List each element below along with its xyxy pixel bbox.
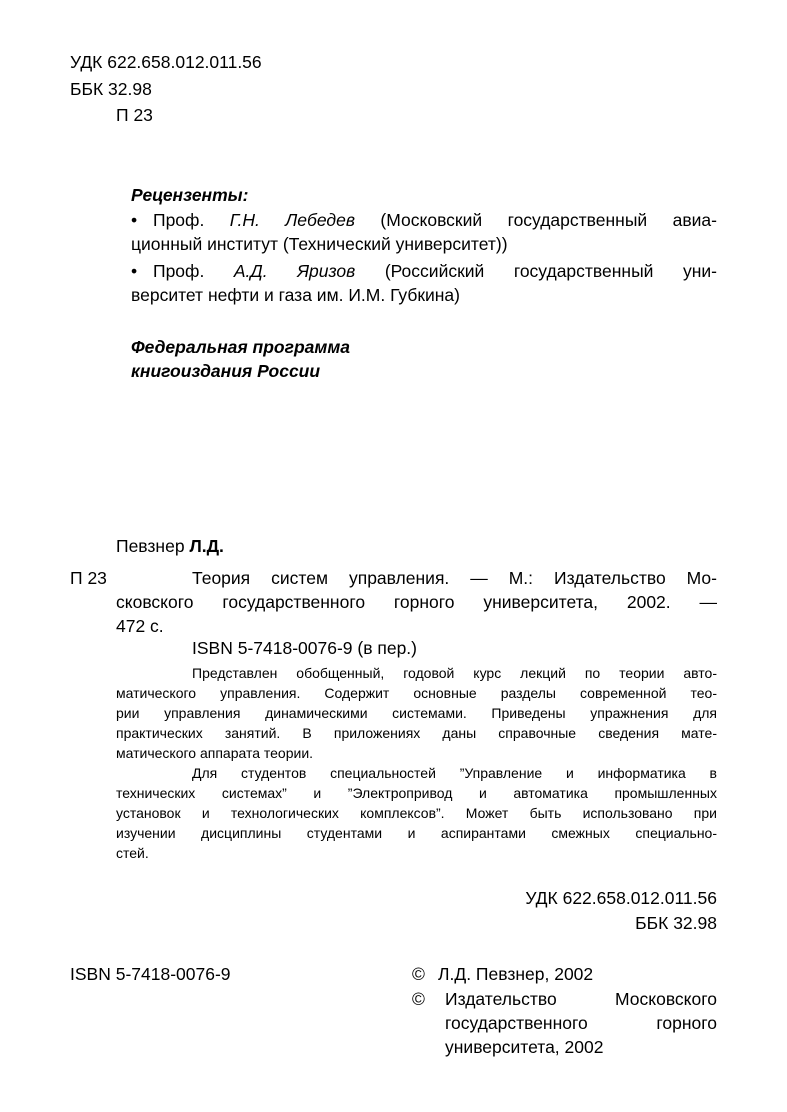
catalog-author bbox=[116, 534, 224, 558]
catalog-author-initials: Л.Д. bbox=[189, 536, 224, 556]
reviewer-name: Г.Н. Лебедев bbox=[229, 210, 355, 230]
abstract-line: изучении дисциплины студентами и аспирантами смежных специально- bbox=[116, 825, 717, 841]
abstract-line: матического управления. Содержит основные разделы современной тео- bbox=[116, 685, 717, 701]
copyright-icon: © bbox=[412, 964, 425, 984]
reviewers-heading: Рецензенты: bbox=[131, 185, 249, 205]
catalog-title-block bbox=[116, 566, 717, 638]
bullet-icon: • bbox=[131, 210, 138, 230]
reviewer-line bbox=[153, 259, 717, 283]
udk-code: УДК 622.658.012.011.56 bbox=[70, 52, 262, 72]
reviewer-affiliation: (Российский государственный уни- bbox=[384, 261, 717, 281]
copyright-publisher-line: Издательство Московского bbox=[445, 989, 717, 1009]
reviewer-title: Проф. bbox=[153, 261, 205, 281]
bbk-code: ББК 32.98 bbox=[70, 79, 152, 99]
catalog-mark: П 23 bbox=[70, 568, 107, 588]
abstract-line: установок и технологических комплексов”. Может быть использовано при bbox=[116, 805, 717, 821]
reviewer-entry bbox=[131, 208, 717, 256]
footer-isbn: ISBN 5-7418-0076-9 bbox=[70, 964, 231, 984]
abstract-line: технических системах” и ”Электропривод и автоматика промышленных bbox=[116, 785, 717, 801]
author-mark: П 23 bbox=[116, 105, 153, 125]
copyright-publisher-line: государственного горного bbox=[445, 1013, 717, 1033]
copyright-publisher-line: университета, 2002 bbox=[445, 1037, 604, 1057]
reviewer-entry bbox=[131, 259, 717, 307]
abstract-line: рии управления динамическими системами. Приведены упражнения для bbox=[116, 705, 717, 721]
reviewer-affiliation-continued: ционный институт (Технический университет)) bbox=[131, 234, 508, 254]
catalog-abstract bbox=[116, 663, 717, 863]
bullet-icon: • bbox=[131, 261, 138, 281]
abstract-line: практических занятий. В приложениях даны справочные сведения мате- bbox=[116, 725, 717, 741]
abstract-line: Представлен обобщенный, годовой курс лекций по теории авто- bbox=[192, 665, 717, 681]
catalog-author-surname: Певзнер bbox=[116, 536, 185, 556]
catalog-bbk: ББК 32.98 bbox=[635, 913, 717, 933]
copyright-author: Л.Д. Певзнер, 2002 bbox=[438, 964, 594, 984]
catalog-title-line: сковского государственного горного университета, 2002. — bbox=[116, 592, 717, 612]
reviewer-title: Проф. bbox=[153, 210, 205, 230]
reviewer-line bbox=[153, 208, 717, 232]
copyright-line bbox=[412, 962, 593, 986]
program-line: книгоиздания России bbox=[131, 361, 321, 381]
reviewer-affiliation-continued: верситет нефти и газа им. И.М. Губкина) bbox=[131, 285, 460, 305]
abstract-line: стей. bbox=[116, 845, 149, 861]
reviewer-name: А.Д. Яризов bbox=[233, 261, 356, 281]
reviewer-affiliation: (Московский государственный авиа- bbox=[380, 210, 717, 230]
copyright-publisher bbox=[412, 987, 717, 1059]
catalog-udk: УДК 622.658.012.011.56 bbox=[525, 888, 717, 908]
abstract-line: Для студентов специальностей ”Управление и информатика в bbox=[192, 765, 717, 781]
copyright-icon: © bbox=[412, 989, 425, 1009]
program-line: Федеральная программа bbox=[131, 337, 350, 357]
catalog-title-line: 472 с. bbox=[116, 616, 164, 636]
catalog-isbn: ISBN 5-7418-0076-9 (в пер.) bbox=[192, 638, 417, 658]
catalog-title-line: Теория систем управления. — М.: Издательство Мо- bbox=[192, 568, 717, 588]
abstract-line: матического аппарата теории. bbox=[116, 745, 314, 761]
